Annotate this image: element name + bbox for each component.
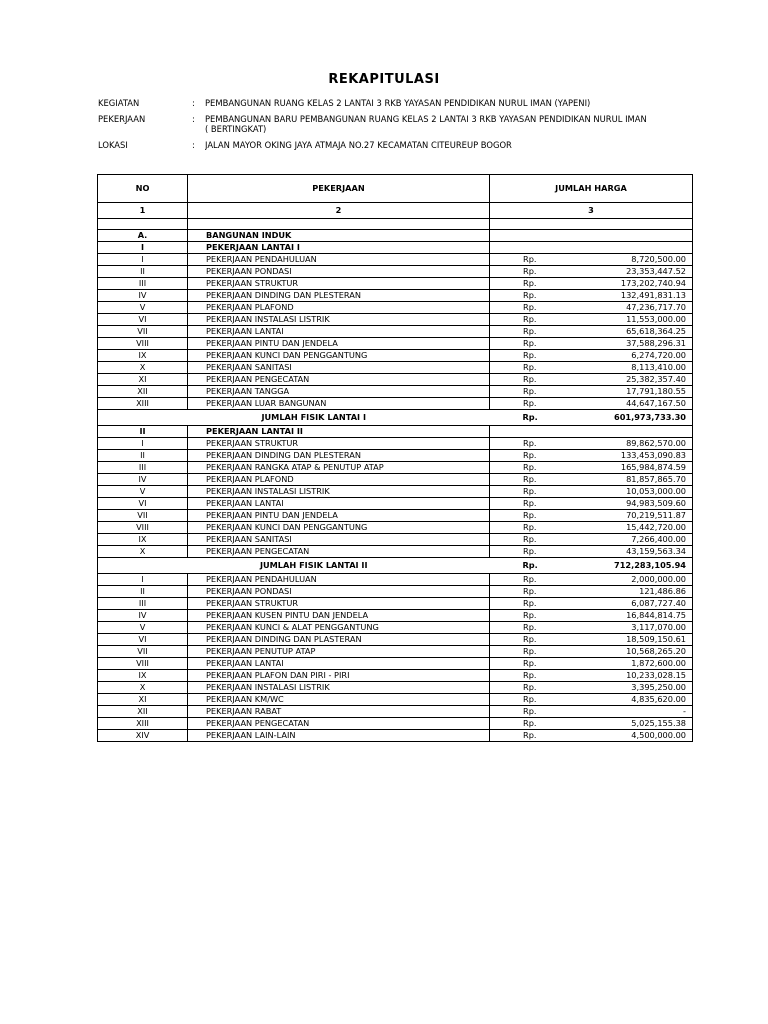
table-row [98,302,693,314]
row-job: PEKERJAAN PINTU DAN JENDELA [188,510,490,522]
blank-cell [490,219,693,230]
lokasi-label: LOKASI [98,140,128,150]
row-amount-cell [490,374,693,386]
row-job: PEKERJAAN PENDAHULUAN [188,254,490,266]
section-a-label: BANGUNAN INDUK [188,230,490,242]
row-job: PEKERJAAN PONDASI [188,586,490,598]
row-job: PEKERJAAN PENGECATAN [188,718,490,730]
row-amount-cell [490,586,693,598]
pekerjaan-colon: : [192,114,195,124]
table-row [98,546,693,558]
row-amount-cell [490,622,693,634]
section-a-no: A. [98,230,188,242]
row-amount: 6,274,720.00 [631,350,686,360]
row-amount: 89,862,570.00 [626,438,686,448]
currency-label: Rp. [523,510,537,520]
row-amount-cell [490,574,693,586]
index-1: 1 [98,203,188,219]
empty-amount [490,242,693,254]
row-job: PEKERJAAN PENGECATAN [188,546,490,558]
currency-label: Rp. [523,498,537,508]
row-no: II [98,266,188,278]
row-job: PEKERJAAN LANTAI [188,498,490,510]
row-amount: 65,618,364.25 [626,326,686,336]
row-no: III [98,278,188,290]
currency-label: Rp. [523,646,537,656]
currency-label: Rp. [523,694,537,704]
row-amount-cell [490,634,693,646]
row-amount-cell [490,254,693,266]
row-amount: 44,647,167.50 [626,398,686,408]
table-row [98,622,693,634]
row-amount-cell [490,450,693,462]
table-row [98,350,693,362]
row-no: II [98,586,188,598]
lantai2-total-label: JUMLAH FISIK LANTAI II [98,558,490,574]
table-row [98,658,693,670]
row-amount: 4,835,620.00 [631,694,686,704]
row-amount-cell [490,486,693,498]
table-row [98,398,693,410]
row-no: VIII [98,338,188,350]
table-row [98,266,693,278]
row-no: IV [98,610,188,622]
row-amount-cell [490,670,693,682]
table-row [98,522,693,534]
row-job: PEKERJAAN PENDAHULUAN [188,574,490,586]
row-amount: 18,509,150.61 [626,634,686,644]
row-job: PEKERJAAN LUAR BANGUNAN [188,398,490,410]
table-row [98,534,693,546]
currency-label: Rp. [523,362,537,372]
row-job: PEKERJAAN LANTAI [188,326,490,338]
currency-label: Rp. [523,634,537,644]
row-amount-cell [490,498,693,510]
row-amount: 16,844,814.75 [626,610,686,620]
row-no: IV [98,290,188,302]
row-amount: 43,159,563.34 [626,546,686,556]
row-amount: 133,453,090.83 [620,450,686,460]
pekerjaan-label: PEKERJAAN [98,114,146,124]
table-row [98,694,693,706]
row-no: XIII [98,398,188,410]
currency-label: Rp. [523,574,537,584]
row-amount-cell [490,510,693,522]
row-job: PEKERJAAN LAIN-LAIN [188,730,490,742]
currency-label: Rp. [523,706,537,716]
table-row [98,574,693,586]
row-amount-cell [490,730,693,742]
currency-label: Rp. [523,266,537,276]
table-index-row [98,203,693,219]
row-amount: 17,791,180.55 [626,386,686,396]
recap-table [97,174,693,742]
table-row [98,438,693,450]
currency-label: Rp. [523,598,537,608]
row-amount-cell [490,438,693,450]
lantai2-total-cell [490,558,693,574]
row-amount: 10,053,000.00 [626,486,686,496]
row-amount-cell [490,694,693,706]
row-no: X [98,546,188,558]
currency-label: Rp. [523,438,537,448]
row-job: PEKERJAAN PINTU DAN JENDELA [188,338,490,350]
pekerjaan-value: PEMBANGUNAN BARU PEMBANGUNAN RUANG KELAS 2 LANTAI 3 RKB YAYASAN PENDIDIKAN NURUL IMAN [205,114,647,124]
row-amount-cell [490,302,693,314]
row-amount-cell [490,386,693,398]
row-job: PEKERJAAN STRUKTUR [188,598,490,610]
header-jumlah-harga: JUMLAH HARGA [490,175,693,203]
currency-label: Rp. [523,534,537,544]
row-amount: 1,872,600.00 [631,658,686,668]
lantai2-total-value: 712,283,105.94 [614,560,686,570]
currency-label: Rp. [523,670,537,680]
row-job: PEKERJAAN KUNCI & ALAT PENGGANTUNG [188,622,490,634]
pekerjaan-value-line2: ( BERTINGKAT) [205,124,267,134]
row-job: PEKERJAAN DINDING DAN PLESTERAN [188,290,490,302]
kegiatan-colon: : [192,98,195,108]
table-row [98,338,693,350]
row-job: PEKERJAAN SANITASI [188,534,490,546]
row-no: VIII [98,522,188,534]
row-amount-cell [490,658,693,670]
row-amount: 165,984,874.59 [620,462,686,472]
row-amount: - [683,706,686,716]
row-job: PEKERJAAN PENGECATAN [188,374,490,386]
table-row [98,386,693,398]
row-amount-cell [490,522,693,534]
currency-label: Rp. [523,386,537,396]
row-job: PEKERJAAN STRUKTUR [188,278,490,290]
row-no: VIII [98,658,188,670]
row-amount-cell [490,682,693,694]
row-job: PEKERJAAN KUNCI DAN PENGGANTUNG [188,522,490,534]
row-amount: 132,491,831.13 [620,290,686,300]
table-row [98,718,693,730]
row-no: VII [98,510,188,522]
row-no: VII [98,326,188,338]
row-job: PEKERJAAN INSTALASI LISTRIK [188,486,490,498]
row-no: II [98,450,188,462]
row-job: PEKERJAAN PENUTUP ATAP [188,646,490,658]
lantai1-no: I [98,242,188,254]
row-amount-cell [490,338,693,350]
lantai1-total-label: JUMLAH FISIK LANTAI I [98,410,490,426]
table-header-row [98,175,693,203]
row-no: IX [98,670,188,682]
row-amount: 2,000,000.00 [631,574,686,584]
row-amount-cell [490,266,693,278]
row-no: III [98,598,188,610]
row-job: PEKERJAAN RABAT [188,706,490,718]
row-amount-cell [490,278,693,290]
header-pekerjaan: PEKERJAAN [188,175,490,203]
lantai1-total-row [98,410,693,426]
table-row [98,670,693,682]
row-no: I [98,254,188,266]
table-row [98,326,693,338]
row-job: PEKERJAAN TANGGA [188,386,490,398]
lantai2-total-row [98,558,693,574]
currency-label: Rp. [523,290,537,300]
table-row [98,462,693,474]
row-amount-cell [490,362,693,374]
lantai1-heading-row [98,242,693,254]
row-amount-cell [490,610,693,622]
row-amount-cell [490,534,693,546]
row-amount: 6,087,727.40 [631,598,686,608]
row-amount: 5,025,155.38 [631,718,686,728]
table-row [98,610,693,622]
row-amount: 70,219,511.87 [626,510,686,520]
row-amount: 10,568,265.20 [626,646,686,656]
lokasi-colon: : [192,140,195,150]
table-row [98,498,693,510]
row-no: V [98,486,188,498]
row-job: PEKERJAAN KUNCI DAN PENGGANTUNG [188,350,490,362]
row-job: PEKERJAAN LANTAI [188,658,490,670]
table-row [98,586,693,598]
currency-label: Rp. [523,302,537,312]
row-job: PEKERJAAN STRUKTUR [188,438,490,450]
row-no: XI [98,374,188,386]
currency-label: Rp. [523,586,537,596]
row-no: I [98,574,188,586]
table-row [98,486,693,498]
row-no: III [98,462,188,474]
row-job: PEKERJAAN DINDING DAN PLASTERAN [188,634,490,646]
table-row [98,646,693,658]
row-no: XI [98,694,188,706]
index-2: 2 [188,203,490,219]
table-row [98,730,693,742]
row-amount-cell [490,314,693,326]
row-no: X [98,362,188,374]
row-amount: 121,486.86 [639,586,686,596]
row-amount: 173,202,740.94 [620,278,686,288]
row-amount: 23,353,447.52 [626,266,686,276]
row-job: PEKERJAAN INSTALASI LISTRIK [188,682,490,694]
row-amount: 10,233,028.15 [626,670,686,680]
row-no: VI [98,498,188,510]
row-no: XII [98,386,188,398]
lantai2-heading-row [98,426,693,438]
row-job: PEKERJAAN RANGKA ATAP & PENUTUP ATAP [188,462,490,474]
currency-label: Rp. [523,450,537,460]
currency-label: Rp. [523,398,537,408]
row-amount: 8,720,500.00 [631,254,686,264]
row-job: PEKERJAAN SANITASI [188,362,490,374]
row-job: PEKERJAAN DINDING DAN PLESTERAN [188,450,490,462]
currency-label: Rp. [522,560,538,570]
currency-label: Rp. [523,338,537,348]
row-job: PEKERJAAN INSTALASI LISTRIK [188,314,490,326]
lantai1-total-value: 601,973,733.30 [614,412,686,422]
row-no: XIV [98,730,188,742]
table-row [98,682,693,694]
blank-row [98,219,693,230]
row-amount-cell [490,718,693,730]
currency-label: Rp. [523,486,537,496]
row-amount: 37,588,296.31 [626,338,686,348]
row-amount: 7,266,400.00 [631,534,686,544]
currency-label: Rp. [523,658,537,668]
row-job: PEKERJAAN PLAFOND [188,302,490,314]
row-job: PEKERJAAN KM/WC [188,694,490,706]
row-no: XIII [98,718,188,730]
kegiatan-value: PEMBANGUNAN RUANG KELAS 2 LANTAI 3 RKB YAYASAN PENDIDIKAN NURUL IMAN (YAPENI) [205,98,591,108]
table-row [98,362,693,374]
row-no: IX [98,350,188,362]
row-amount: 47,236,717.70 [626,302,686,312]
section-a-row [98,230,693,242]
currency-label: Rp. [523,254,537,264]
table-row [98,634,693,646]
lantai1-total-cell [490,410,693,426]
row-job: PEKERJAAN PLAFOND [188,474,490,486]
row-no: IX [98,534,188,546]
table-row [98,314,693,326]
currency-label: Rp. [522,412,538,422]
row-no: I [98,438,188,450]
currency-label: Rp. [523,326,537,336]
row-amount-cell [490,350,693,362]
row-amount-cell [490,598,693,610]
lantai2-no: II [98,426,188,438]
row-no: XII [98,706,188,718]
lantai2-label: PEKERJAAN LANTAI II [188,426,490,438]
row-amount-cell [490,706,693,718]
currency-label: Rp. [523,546,537,556]
row-amount: 25,382,357.40 [626,374,686,384]
table-row [98,450,693,462]
row-amount-cell [490,546,693,558]
row-no: V [98,622,188,634]
row-amount-cell [490,398,693,410]
row-no: VI [98,634,188,646]
row-job: PEKERJAAN PONDASI [188,266,490,278]
table-row [98,706,693,718]
row-no: VI [98,314,188,326]
row-amount: 11,553,000.00 [626,314,686,324]
row-no: V [98,302,188,314]
table-row [98,598,693,610]
table-row [98,254,693,266]
table-row [98,510,693,522]
table-row [98,374,693,386]
header-no: NO [98,175,188,203]
row-amount: 4,500,000.00 [631,730,686,740]
row-amount: 3,395,250.00 [631,682,686,692]
row-job: PEKERJAAN PLAFON DAN PIRI - PIRI [188,670,490,682]
kegiatan-label: KEGIATAN [98,98,140,108]
row-no: IV [98,474,188,486]
row-amount-cell [490,474,693,486]
currency-label: Rp. [523,522,537,532]
currency-label: Rp. [523,350,537,360]
lantai1-label: PEKERJAAN LANTAI I [188,242,490,254]
currency-label: Rp. [523,610,537,620]
currency-label: Rp. [523,622,537,632]
row-amount-cell [490,646,693,658]
row-amount-cell [490,326,693,338]
empty-amount [490,230,693,242]
table-row [98,278,693,290]
row-no: X [98,682,188,694]
currency-label: Rp. [523,474,537,484]
currency-label: Rp. [523,718,537,728]
lokasi-value: JALAN MAYOR OKING JAYA ATMAJA NO.27 KECAMATAN CITEUREUP BOGOR [205,140,512,150]
table-row [98,474,693,486]
currency-label: Rp. [523,278,537,288]
blank-cell [188,219,490,230]
page-title: REKAPITULASI [328,72,440,87]
row-amount: 81,857,865.70 [626,474,686,484]
blank-cell [98,219,188,230]
currency-label: Rp. [523,462,537,472]
empty-amount [490,426,693,438]
currency-label: Rp. [523,374,537,384]
row-amount: 8,113,410.00 [631,362,686,372]
currency-label: Rp. [523,314,537,324]
row-amount-cell [490,462,693,474]
row-job: PEKERJAAN KUSEN PINTU DAN JENDELA [188,610,490,622]
index-3: 3 [490,203,693,219]
currency-label: Rp. [523,730,537,740]
row-amount: 15,442,720.00 [626,522,686,532]
currency-label: Rp. [523,682,537,692]
row-amount-cell [490,290,693,302]
row-amount: 94,983,509.60 [626,498,686,508]
row-no: VII [98,646,188,658]
row-amount: 3,117,070.00 [631,622,686,632]
table-row [98,290,693,302]
